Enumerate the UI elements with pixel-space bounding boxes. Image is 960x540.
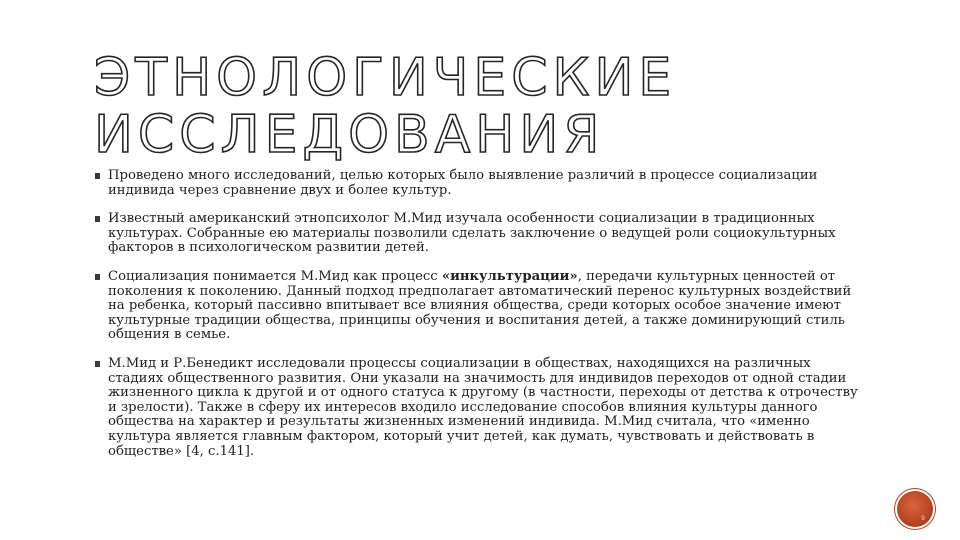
bullet-text-after: , передачи культурных ценностей от поколения к поколению. Данный подход предполагает автоматический перенос культурных воздействий на ребенка, который пассивно впитывает все влияния общества, среди которых особое значение имеют культурные традиции общества, принципы обучения и воспитания детей, а также доминирующий стиль общения в семье.: [108, 268, 852, 343]
bullet-marker-icon: [95, 361, 100, 367]
bullet-item: [95, 270, 863, 343]
bullet-text: М.Мид и Р.Бенедикт исследовали процессы социализации в обществах, находящихся на различных стадиях общественного развития. Они указали на значимость для индивидов переходов от одной стадии жизненного цикла к другой и от одного статуса к другому (в частности, переходы от детства к отрочеству и зрелости). Также в сферу их интересов входило исследование способов влияния культуры данного общества на характер и результаты жизненных изменений индивида. М.Мид считала, что «именно культура является главным фактором, который учит детей, как думать, чувствовать и действовать в обществе» [4, с.141].: [108, 355, 858, 459]
bullet-marker-icon: [95, 274, 100, 280]
bullet-item: [95, 357, 863, 459]
bullet-text-before: Социализация понимается М.Мид как процесс: [108, 268, 442, 284]
slide-number-badge: [897, 491, 933, 527]
slide-title: [94, 50, 814, 164]
bullet-list: [95, 169, 863, 473]
slide-title-line-2: ИССЛЕДОВАНИЯ: [94, 105, 605, 165]
slide-number: 9: [921, 515, 925, 522]
bullet-marker-icon: [95, 216, 100, 222]
bullet-text: Проведено много исследований, целью которых было выявление различий в процессе социализации индивида через сравнение двух и более культур.: [108, 168, 818, 198]
bullet-item: [95, 169, 863, 198]
bullet-marker-icon: [95, 173, 100, 179]
bullet-item: [95, 212, 863, 256]
slide-title-line-1: ЭТНОЛОГИЧЕСКИЕ: [94, 48, 677, 108]
bullet-term-bold: «инкультурации»: [441, 268, 578, 284]
bullet-text: Известный американский этнопсихолог М.Мид изучала особенности социализации в традиционных культурах. Собранные ею материалы позволили сделать заключение о ведущей роли социокультурных факторов в психологическом развитии детей.: [108, 211, 836, 256]
